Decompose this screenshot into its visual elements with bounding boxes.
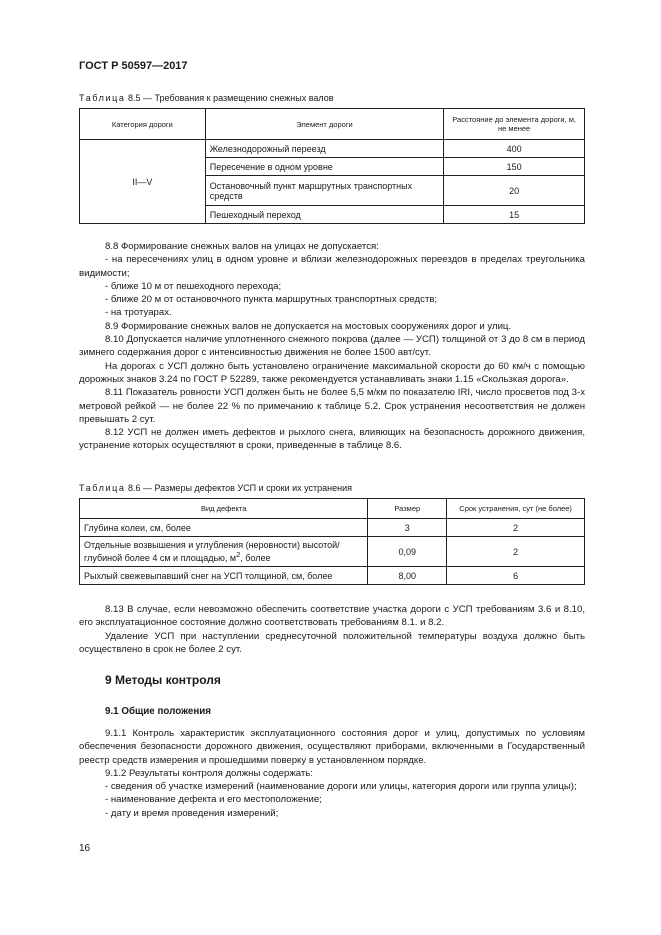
- caption-label: Таблица: [79, 483, 126, 493]
- road-element-cell: Пересечение в одном уровне: [205, 158, 444, 176]
- distance-cell: 400: [444, 140, 585, 158]
- paragraph: 8.11 Показатель ровности УСП должен быть не более 5,5 м/км по показателю IRI, число просветов под 3-х метровой рейкой — не более 22 % по примечанию к таблице 5.2. Срок устранения несоответствия не должен превышать 2 сут.: [79, 387, 585, 425]
- size-cell: 8,00: [368, 567, 447, 585]
- caption-text: 8.5 — Требования к размещению снежных валов: [125, 93, 334, 103]
- term-cell: 2: [447, 519, 585, 537]
- road-element-cell: Остановочный пункт маршрутных транспортных средств: [205, 176, 444, 206]
- paragraph: На дорогах с УСП должно быть установлено ограничение максимальной скорости до 60 км/ч с помощью дорожных знаков 3.24 по ГОСТ Р 52289, также рекомендуется устанавливать знаки 1.15 «Скользкая дорога».: [79, 360, 585, 385]
- table-caption: [79, 483, 352, 493]
- usp-defects-table: [79, 498, 585, 585]
- list-item: - ближе 10 м от пешеходного перехода;: [105, 280, 282, 292]
- distance-cell: 15: [444, 206, 585, 224]
- column-header: Расстояние до элемента дороги, м, не менее: [444, 109, 585, 140]
- snow-bank-requirements-table: [79, 108, 585, 224]
- paragraph: 8.10 Допускается наличие уплотненного снежного покрова (далее — УСП) толщиной от 3 до 8 см в период зимнего содержания дорог с интенсивностью движения не более 1500 авт/сут.: [79, 334, 585, 359]
- list-item: - наименование дефекта и его местоположение;: [105, 794, 322, 806]
- document-header: ГОСТ Р 50597—2017: [79, 60, 188, 72]
- page-number: 16: [79, 843, 91, 854]
- term-cell: 6: [447, 567, 585, 585]
- section-title: 9 Методы контроля: [105, 673, 221, 687]
- road-element-cell: Пешеходный переход: [205, 206, 444, 224]
- distance-cell: 150: [444, 158, 585, 176]
- list-item: - на пересечениях улиц в одном уровне и вблизи железнодорожных переездов в пределах треугольника видимости;: [79, 254, 585, 279]
- text-block-usp-removal: [79, 603, 585, 656]
- paragraph: Удаление УСП при наступлении среднесуточной положительной температуры воздуха должно быть осуществлено в срок не более 2 сут.: [79, 630, 585, 655]
- text-block-control-methods: [79, 727, 585, 820]
- defect-text: Отдельные возвышения и углубления (неровности) высотой/глубиной более 4 см и площадью, м: [84, 540, 340, 563]
- column-header: Категория дороги: [80, 109, 206, 140]
- defect-text-end: , более: [240, 553, 271, 563]
- defect-cell: Рыхлый свежевыпавший снег на УСП толщиной, см, более: [80, 567, 368, 585]
- list-item: - сведения об участке измерений (наименование дороги или улицы, категория дороги или группа улицы);: [105, 781, 577, 793]
- paragraph: 8.13 В случае, если невозможно обеспечить соответствие участка дороги с УСП требованиям 3.6 и 8.10, его эксплуатационное состояние должно соответствовать требованиям 8.1. и 8.2.: [79, 604, 585, 629]
- text-block-snow-banks: [79, 240, 585, 453]
- paragraph: 8.9 Формирование снежных валов не допускается на мостовых сооружениях дорог и улиц.: [105, 320, 512, 332]
- paragraph: 9.1.2 Результаты контроля должны содержать:: [105, 767, 313, 779]
- table-caption: [79, 93, 334, 103]
- paragraph: 9.1.1 Контроль характеристик эксплуатационного состояния дорог и улиц, допустимых по условиям обеспечения безопасности дорожного движения, осуществляют приборами, включенными в Государственный реестр средств измерения и прошедшими поверку в установленном порядке.: [79, 728, 585, 766]
- column-header: Срок устранения, сут (не более): [447, 499, 585, 519]
- subsection-title: 9.1 Общие положения: [105, 706, 212, 717]
- caption-label: Таблица: [79, 93, 126, 103]
- term-cell: 2: [447, 537, 585, 567]
- column-header: Элемент дороги: [205, 109, 444, 140]
- size-cell: 0,09: [368, 537, 447, 567]
- column-header: Размер: [368, 499, 447, 519]
- list-item: - ближе 20 м от остановочного пункта маршрутных транспортных средств;: [105, 294, 438, 306]
- distance-cell: 20: [444, 176, 585, 206]
- paragraph: 8.12 УСП не должен иметь дефектов и рыхлого снега, влияющих на безопасность дорожного движения, устранение которых осуществляют в сроки, приведенные в таблице 8.6.: [79, 427, 585, 452]
- size-cell: 3: [368, 519, 447, 537]
- defect-cell: [80, 537, 368, 567]
- list-item: - на тротуарах.: [105, 307, 172, 319]
- paragraph: 8.8 Формирование снежных валов на улицах не допускается:: [105, 241, 379, 252]
- column-header: Вид дефекта: [80, 499, 368, 519]
- defect-cell: Глубина колеи, см, более: [80, 519, 368, 537]
- road-category-cell: II—V: [80, 140, 206, 224]
- caption-text: 8.6 — Размеры дефектов УСП и сроки их устранения: [125, 483, 353, 493]
- list-item: - дату и время проведения измерений;: [105, 807, 279, 819]
- superscript: 2: [236, 550, 241, 559]
- road-element-cell: Железнодорожный переезд: [205, 140, 444, 158]
